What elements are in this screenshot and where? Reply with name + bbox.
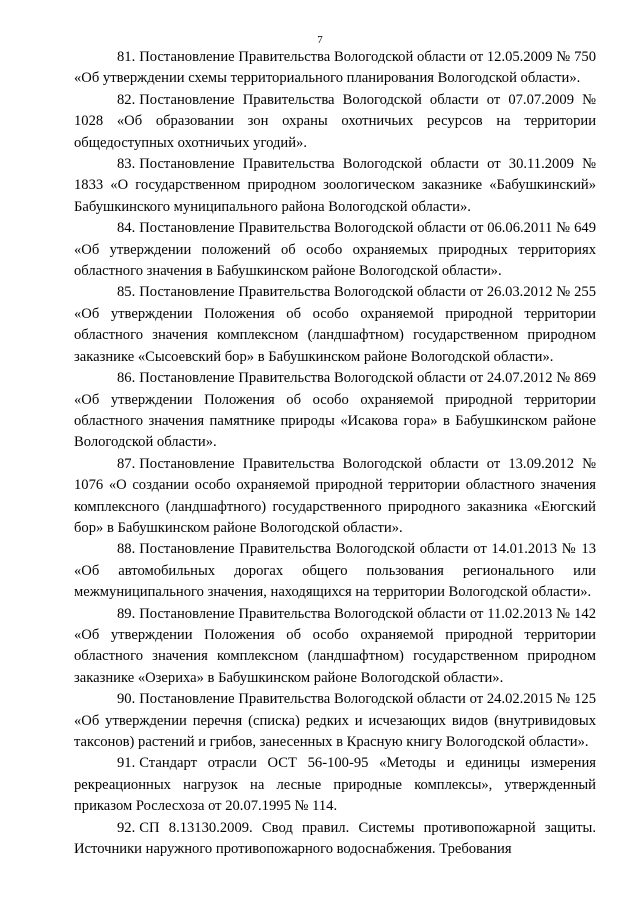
reference-item-88 — [74, 539, 596, 603]
reference-item-81 — [74, 47, 596, 90]
reference-item-90 — [74, 689, 596, 753]
reference-number: 81. — [117, 49, 136, 65]
reference-text: Постановление Правительства Вологодской области от 30.11.2009 № 1833 «О государственном природном зоологическом заказнике «Бабушкинский» Бабушкинского муниципального района Вологодской области». — [74, 156, 596, 215]
reference-item-91 — [74, 753, 596, 817]
reference-item-83 — [74, 154, 596, 218]
reference-text: Стандарт отрасли ОСТ 56-100-95 «Методы и единицы измерения рекреационных нагрузок на лесные природные комплексы», утвержденный приказом Рослесхоза от 20.07.1995 № 114. — [74, 755, 596, 815]
reference-list — [74, 47, 596, 860]
reference-number: 83. — [117, 156, 136, 173]
reference-text: Постановление Правительства Вологодской области от 13.09.2012 № 1076 «О создании особо охраняемой природной территории областного значения комплексного (ландшафтного) государственного природного заказника «Еюгский бор» в Бабушкинском районе Вологодской области». — [74, 455, 596, 536]
reference-number: 89. — [117, 605, 136, 622]
reference-number: 92. — [117, 819, 136, 836]
reference-number: 88. — [117, 541, 136, 558]
reference-item-82 — [74, 90, 596, 154]
reference-number: 86. — [117, 370, 136, 387]
reference-text: Постановление Правительства Вологодской области от 07.07.2009 № 1028 «Об образовании зон охраны охотничьих ресурсов на территории общедоступных охотничьих угодий». — [74, 91, 596, 151]
reference-text: Постановление Правительства Вологодской области от 11.02.2013 № 142 «Об утверждении Положения об особо охраняемой природной территории областного значения комплексном (ландшафтном) государственном природном заказнике «Озериха» в Бабушкинском районе Вологодской области». — [74, 605, 596, 686]
reference-item-84 — [74, 218, 596, 282]
page-number: 7 — [317, 34, 323, 46]
reference-number: 85. — [117, 284, 136, 301]
reference-number: 87. — [117, 455, 136, 472]
reference-item-87 — [74, 454, 596, 540]
reference-item-86 — [74, 368, 596, 454]
reference-item-89 — [74, 604, 596, 690]
reference-item-85 — [74, 282, 596, 368]
reference-text: Постановление Правительства Вологодской области от 12.05.2009 № 750 «Об утверждении схемы территориального планирования Вологодской области». — [74, 49, 596, 87]
reference-item-92 — [74, 818, 596, 861]
reference-text: Постановление Правительства Вологодской области от 24.02.2015 № 125 «Об утверждении перечня (списка) редких и исчезающих видов (внутривидовых таксонов) растений и грибов, занесенных в Красную книгу Вологодской области». — [74, 691, 596, 750]
reference-text: СП 8.13130.2009. Свод правил. Системы противопожарной защиты. Источники наружного противопожарного водоснабжения. Требования — [74, 819, 596, 858]
reference-number: 90. — [117, 691, 136, 708]
reference-text: Постановление Правительства Вологодской области от 06.06.2011 № 649 «Об утверждении положений об особо охраняемых природных территориях областного значения в Бабушкинском районе Вологодской области». — [74, 220, 596, 280]
reference-text: Постановление Правительства Вологодской области от 26.03.2012 № 255 «Об утверждении Положения об особо охраняемой природной территории областного значения комплексном (ландшафтном) государственном природном заказнике «Сысоевский бор» в Бабушкинском районе Вологодской области». — [74, 284, 596, 365]
reference-number: 82. — [117, 91, 136, 108]
reference-text: Постановление Правительства Вологодской области от 24.07.2012 № 869 «Об утверждении Положения об особо охраняемой природной территории областного значения памятнике природы «Исакова гора» в Бабушкинском районе Вологодской области». — [74, 370, 596, 451]
reference-text: Постановление Правительства Вологодской области от 14.01.2013 № 13 «Об автомобильных дорогах общего пользования регионального или межмуниципального значения, находящихся на территории Вологодской области». — [74, 541, 596, 601]
reference-number: 84. — [117, 220, 136, 237]
reference-number: 91. — [117, 755, 136, 772]
